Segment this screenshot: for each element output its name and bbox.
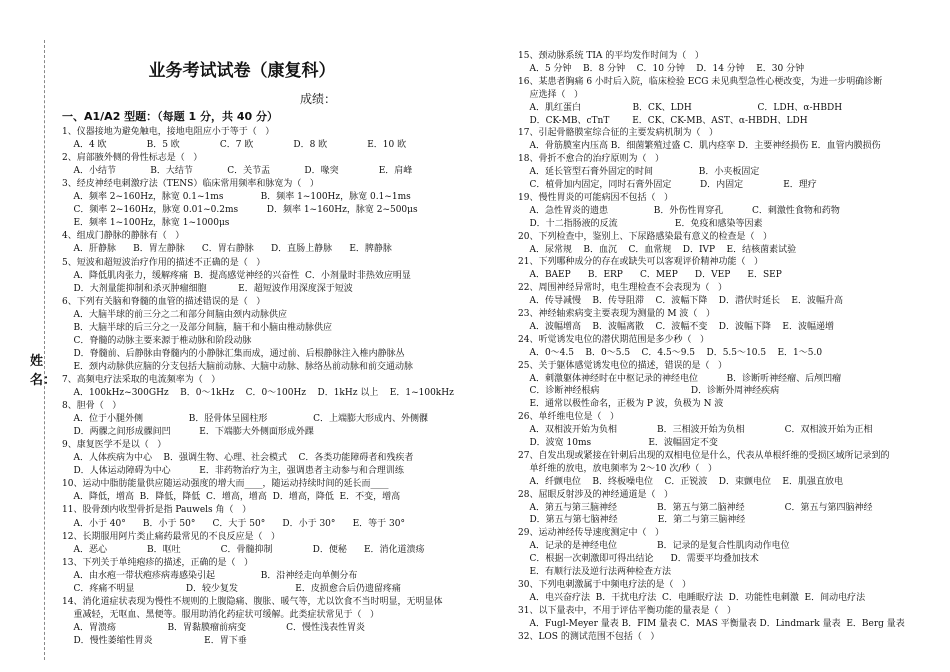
question-stem: 13、下列关于单纯疱疹的描述，正确的是（ ）	[62, 557, 254, 568]
question-stem: 19、慢性胃炎的可能病因不包括（ ）	[518, 192, 674, 203]
question-options: E．通常以极性命名，正极为 P 波，负极为 N 波	[518, 399, 724, 410]
question-stem: 1、仪器接地为避免触电，接地电阻应小于等于（ ）	[62, 127, 275, 137]
question-options: D．第五与第七脑神经 E．第二与第三脑神经	[518, 515, 746, 526]
question-options: A．肝静脉 B．胃左静脉 C．胃右静脉 D．直肠上静脉 E．脾静脉	[62, 244, 392, 255]
section-heading: 一、A1/A2 型题：（每题 1 分，共 40 分）	[62, 110, 278, 123]
question-options: D．波宽 10ms E．波幅固定不变	[518, 438, 718, 448]
question-options: A．4 欧 B．5 欧 C．7 欧 D．8 欧 E．10 欧	[62, 140, 407, 151]
question-stem: 26、单纤维电位是（ ）	[518, 412, 620, 423]
question-stem: 32、LOS 的测试范围不包括（ ）	[518, 631, 660, 642]
question-options: A．延长管型石膏外固定的时间 B．小夹板固定	[518, 167, 760, 178]
question-stem: 8、胆骨（ ）	[62, 401, 122, 412]
question-stem: 2、肩部腋外侧的骨性标志是（ ）	[62, 153, 203, 164]
question-stem: 18、骨折不愈合的治疗原则为（ ）	[518, 154, 665, 165]
question-stem: 25、关于躯体感觉诱发电位的描述，错误的是（ ）	[518, 360, 728, 371]
question-stem: 15、颈动脉系统 TIA 的平均发作时间为（ ）	[518, 51, 704, 61]
question-options: D．CK-MB、cTnT E．CK、CK-MB、AST、α-HBDH、LDH	[518, 115, 808, 126]
question-stem: 10、运动中脂肪能量供应随运动强度的增大而____，随运动持续时间的延长而____	[62, 479, 389, 490]
question-options: A．降低肌肉张力，缓解疼痛 B．提高感觉神经的兴奋性 C．小剂量时非热效应明显	[62, 270, 411, 281]
question-options: D．大剂量能抑制和杀灭肿瘤细胞 E．超短波作用深度深于短波	[62, 283, 353, 294]
question-options: A．由水疱一带状疱疹病毒感染引起 B．沿神经走向单侧分布	[62, 570, 358, 581]
question-options: C．根据一次刺激即可得出结论 D．需要平均叠加技术	[518, 554, 759, 565]
question-options: A．降低，增高 B．降低，降低 C．增高，增高 D．增高，降低 E．不变，增高	[62, 492, 401, 503]
question-stem: 29、运动神经传导速度测定中（ ）	[518, 528, 665, 539]
question-stem: 27、自发出现或紧接在针刺后出现的双相电位是什么，代表从单根纤维的受损区域所记录到的	[518, 450, 890, 461]
question-options: C．诊断神经根病 D．诊断外周神经疾病	[518, 386, 780, 397]
question-stem: 20、下列检查中，鉴别上、下尿路感染最有意义的检查是（ ）	[518, 231, 773, 242]
question-options: D．人体运动障碍为中心 E．非药物治疗为主，强调患者主动参与和合理训练	[62, 466, 404, 477]
page-title: 业务考试试卷（康复科）	[148, 61, 336, 81]
question-stem: 4、组成门静脉的静脉有（ ）	[62, 231, 185, 242]
question-options: C．频率 2~160Hz，脉宽 0.01~0.2ms D．频率 1~160Hz，脉宽 2~500μs	[62, 205, 418, 216]
question-options: 单纤维的放电，放电频率为 2～10 次/秒（ ）	[518, 463, 717, 474]
question-options: A．第五与第三脑神经 B．第五与第二脑神经 C．第五与第四脑神经	[518, 502, 873, 513]
question-options: 应选择（ ）	[518, 89, 584, 100]
question-stem: 6、下列有关脑和脊髓的血管的描述错误的是（ ）	[62, 296, 266, 307]
question-stem: 7、高频电疗法采取的电流频率为（ ）	[62, 374, 221, 385]
question-options: A．人体疾病为中心 B．强调生物、心理、社会模式 C．各类功能障碍者和残疾者	[62, 453, 414, 464]
question-options: A．恶心 B．呕吐 C．骨髓抑制 D．便秘 E．消化道溃疡	[62, 544, 425, 555]
question-options: A．双相波开始为负相 B．三相波开始为负相 C．双相波开始为正相	[518, 425, 873, 436]
question-options: A．大脑半球的前三分之二和部分间脑由颈内动脉供应	[62, 309, 287, 320]
question-options: A．尿常规 B．血沉 C．血常规 D．IVP E．结核菌素试验	[518, 244, 797, 255]
question-options: D．脊髓前、后静脉由脊髓内的小静脉汇集而成，通过前、后根静脉注入椎内静脉丛	[62, 348, 405, 359]
question-stem: 31、以下量表中，不用于评估平衡功能的量表是（ ）	[518, 605, 737, 616]
question-options: B．大脑半球的后三分之一及部分间脑，脑干和小脑由椎动脉供应	[62, 322, 333, 333]
question-options: A．传导减慢 B．传导阻滞 C．波幅下降 D．潜伏时延长 E．波幅升高	[518, 296, 844, 307]
question-options: A．100kHz~300GHz B．0～1kHz C．0～100Hz D．1kHz 以上 E．1~100kHz	[62, 388, 454, 398]
question-options: C．疼痛不明显 D．较少复发 E．皮损愈合后仍遗留疼痛	[62, 583, 401, 594]
question-stem: 21、下列哪种成分的存在或缺失可以客观评价精神功能（ ）	[518, 257, 764, 268]
question-options: A．电兴奋疗法 B．干扰电疗法 C．电睡眠疗法 D．功能性电刺激 E．间动电疗法	[518, 592, 866, 603]
question-stem: 22、周围神经异常时，电生理检查不会表现为（ ）	[518, 283, 728, 294]
question-options: E．频率 1~100Hz，脉宽 1~1000μs	[62, 218, 230, 229]
question-stem: 17、引起骨骼膜室综合征的主要发病机制为（ ）	[518, 128, 719, 139]
question-options: A．5 分钟 B．8 分钟 C．10 分钟 D．14 分钟 E．30 分钟	[518, 63, 805, 74]
question-options: D．两髁之间形成髁间凹 E．下端膨大外侧面形成外踝	[62, 427, 314, 438]
question-options: C．植骨加内固定，同时石膏外固定 D．内固定 E．理疗	[518, 180, 817, 190]
question-options: E．颈内动脉供应脑的分支包括大脑前动脉、大脑中动脉、脉络丛前动脉和前交通动脉	[62, 361, 414, 372]
score-label: 成绩：	[300, 92, 337, 106]
question-options: E．有顺行法及逆行法两种检查方法	[518, 567, 672, 577]
question-options: D．十二指肠液的反流 E．免疫和感染等因素	[518, 218, 763, 229]
question-options: 重减轻，无呕血、黑便等。服用助消化药症状可缓解。此类症状常见于（ ）	[62, 609, 380, 620]
question-stem: 5、短波和超短波治疗作用的描述不正确的是（ ）	[62, 257, 266, 268]
question-options: A．Fugl-Meyer 量表 B．FIM 量表 C．MAS 平衡量表 D．Lindmark 量表 E．Berg 量表	[518, 618, 905, 629]
question-stem: 30、下列电刺激属于中频电疗法的是（ ）	[518, 579, 692, 590]
binding-margin	[0, 0, 60, 672]
question-options: A．肌红蛋白 B．CK、LDH C．LDH、α-HBDH	[518, 102, 843, 113]
question-stem: 14、消化道症状表现为慢性不规则的上腹隐痛、腹胀、暖气等，尤以饮食不当时明显，无明显体	[62, 596, 443, 607]
question-stem: 3、经皮神经电刺激疗法（TENS）临床常用频率和脉宽为（ ）	[62, 179, 319, 190]
question-stem: 23、神经轴索病变主要表现为测量的 M 波（ ）	[518, 309, 715, 319]
question-options: A．BAEP B．ERP C．MEP D．VEP E．SEP	[518, 270, 782, 281]
question-options: A．小于 40° B．小于 50° C．大于 50° D．小于 30° E．等于 30°	[62, 518, 405, 529]
question-stem: 28、屈眼反射涉及的神经通道是（ ）	[518, 489, 674, 500]
question-options: A．胃溃疡 B．胃黏膜瘤前病变 C．慢性浅表性胃炎	[62, 622, 365, 633]
question-options: A．小结节 B．大结节 C．关节盂 D．喙突 E．肩峰	[62, 166, 413, 177]
question-options: A．记录的是神经电位 B．记录的是复合性肌肉动作电位	[518, 541, 790, 552]
question-options: A．位于小腿外侧 B．胫骨体呈圆柱形 C．上端膨大形成内、外侧髁	[62, 414, 428, 425]
question-options: A．0～4.5 B．0～5.5 C．4.5～9.5 D．5.5～10.5 E．1～5.0	[518, 347, 823, 358]
question-options: A．刺激躯体神经时在中枢记录的神经电位 B．诊断听神经瘤、后颅凹瘤	[518, 373, 842, 384]
question-options: A．频率 2~160Hz，脉宽 0.1~1ms B．频率 1~100Hz，脉宽 0.1~1ms	[62, 192, 411, 203]
question-options: D．慢性萎缩性胃炎 E．胃下垂	[62, 635, 247, 646]
question-stem: 12、长期服用阿片类止痛药最常见的不良反应是（ ）	[62, 531, 281, 542]
question-options: A．纤颤电位 B．终板噪电位 C．正锐波 D．束颤电位 E．肌强直放电	[518, 476, 844, 487]
question-options: C．脊髓的动脉主要来源于椎动脉和阶段动脉	[62, 335, 252, 346]
question-stem: 9、康复医学不是以（ ）	[62, 440, 167, 451]
question-stem: 24、听觉诱发电位的潜伏期范围是多少秒（ ）	[518, 334, 710, 345]
name-label: 姓名：	[30, 354, 57, 388]
question-options: A．波幅增高 B．波幅离散 C．波幅不变 D．波幅下降 E．波幅递增	[518, 321, 835, 332]
question-stem: 16、某患者胸痛 6 小时后入院，临床检验 ECG 未见典型急性心梗改变，为进一步明确诊断	[518, 76, 883, 87]
question-options: A．骨筋膜室内压高 B．细菌繁殖过盛 C．肌内痉挛 D．主要神经损伤 E．血管内膜损伤	[518, 141, 881, 152]
question-stem: 11、股骨颈内收型骨折是指 Pauwels 角（ ）	[62, 505, 252, 516]
question-options: A．急性胃炎的遗患 B．外伤性胃穿孔 C．刺激性食物和药物	[518, 205, 840, 216]
